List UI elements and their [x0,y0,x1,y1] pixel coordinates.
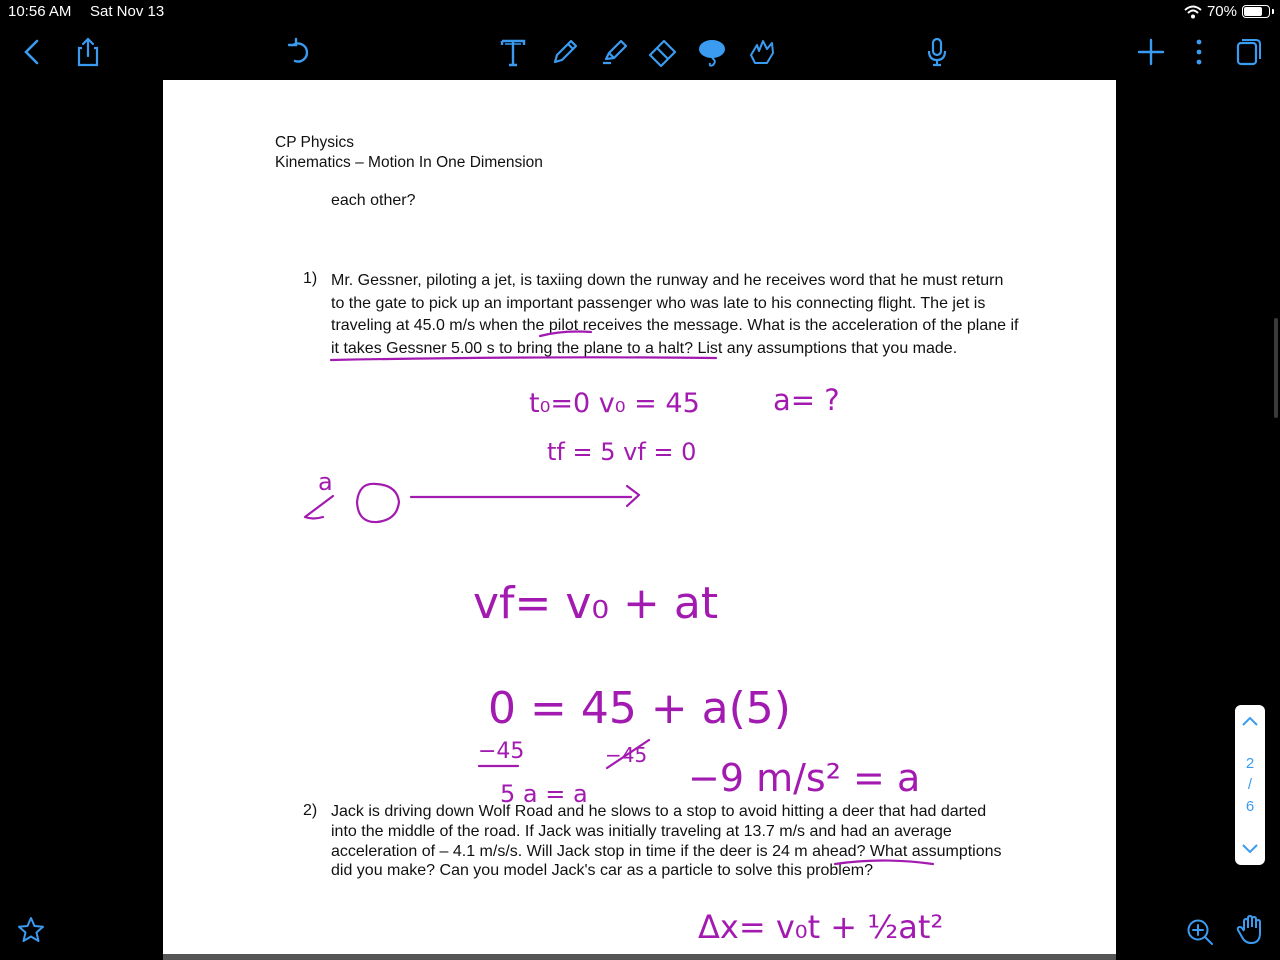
page-separator: / [1247,776,1253,793]
share-button[interactable] [66,30,110,74]
more-icon [1182,35,1216,69]
status-time: 10:56 AM [8,3,72,20]
add-page-button[interactable] [1129,30,1173,74]
highlighter-icon [597,35,631,69]
underline-question [331,357,716,360]
battery-icon [1242,5,1270,18]
mic-icon [920,35,954,69]
status-bar [0,0,1280,24]
zoom-icon [1185,917,1215,947]
status-right [1184,3,1270,20]
favorite-button[interactable] [11,910,51,950]
pen-icon [548,35,582,69]
eraser-icon [646,35,680,69]
previous-page-icon[interactable] [1240,713,1260,729]
pen-tool-button[interactable] [543,30,587,74]
back-button[interactable] [10,30,54,74]
page-navigator [1235,705,1265,865]
status-date: Sat Nov 13 [90,3,165,20]
hand-icon [1235,914,1267,946]
shapes-tool-button[interactable] [740,30,784,74]
ink-unknown: a= ? [773,383,840,417]
back-icon [15,35,49,69]
share-icon [71,35,105,69]
highlighter-tool-button[interactable] [592,30,636,74]
ink-accel-arrow [305,496,333,519]
shapes-icon [745,35,779,69]
document-page[interactable] [163,80,1116,954]
question-2-number: 2) [303,802,318,819]
zoom-button[interactable] [1180,912,1220,952]
ink-result: −9 m/s² = a [688,756,921,800]
ink-givens-1: t₀=0 v₀ = 45 [529,388,700,419]
page-edge [163,954,1116,960]
underline-velocity [540,332,591,337]
pages-icon [1230,35,1264,69]
lasso-tool-button[interactable] [690,30,734,74]
pages-button[interactable] [1225,30,1269,74]
lasso-icon [695,35,729,69]
add-page-icon [1134,35,1168,69]
question-1-number: 1) [303,270,318,287]
scrollbar[interactable] [1274,318,1278,418]
more-button[interactable] [1177,30,1221,74]
eraser-tool-button[interactable] [641,30,685,74]
hand-tool-button[interactable] [1231,910,1271,950]
question-2-text: Jack is driving down Wolf Road and he slows to a stop to avoid hitting a deer that had darted into the middle of the road. If Jack was initially traveling at 13.7 m/s and had an average acceleration of – 4.1 m/s/s. Will Jack stop in time if the deer is 24 m ahead? What assumptions did you make? Can you model Jack's car as a particle to solve this problem? [331,803,1002,880]
question-1-text: Mr. Gessner, piloting a jet, is taxiing down the runway and he receives word that he must return to the gate to pick up an important passenger who was late to his connecting flight. The jet is traveling at 45.0 m/s when the pilot receives the message. What is the acceleration of the plane if it takes Gessner 5.00 s to bring the plane to a halt? List any assumptions that you made. [331,272,1019,357]
total-pages: 6 [1245,798,1255,815]
undo-icon [283,35,317,69]
ink-accel-label: a [318,468,333,496]
left-margin [0,80,163,960]
text-tool-button[interactable] [491,30,535,74]
unit-title: Kinematics – Motion In One Dimension [275,154,543,171]
course-title: CP Physics [275,134,354,151]
ink-work-mid: −45 [605,743,648,767]
carryover-text: each other? [331,192,416,209]
microphone-button[interactable] [915,30,959,74]
ink-equation-2: 0 = 45 + a(5) [488,683,791,734]
toolbar [0,24,1280,80]
current-page-number: 2 [1245,755,1255,772]
text-tool-icon [496,35,530,69]
underline-particle [835,861,933,865]
ink-object-circle [357,484,399,522]
battery-percent: 70% [1206,3,1237,20]
handwriting-layer[interactable] [163,80,1116,954]
ink-work-left: −45 [478,739,525,764]
next-page-icon[interactable] [1240,841,1260,857]
undo-button[interactable] [278,30,322,74]
ink-equation-1: vf= v₀ + at [473,578,719,629]
ink-work-left-2: 5 a = a [500,780,588,808]
ink-equation-3: Δx= v₀t + ½at² [698,908,944,946]
ink-givens-2: tf = 5 vf = 0 [547,438,697,466]
star-icon [16,915,46,945]
wifi-icon [1184,5,1202,19]
